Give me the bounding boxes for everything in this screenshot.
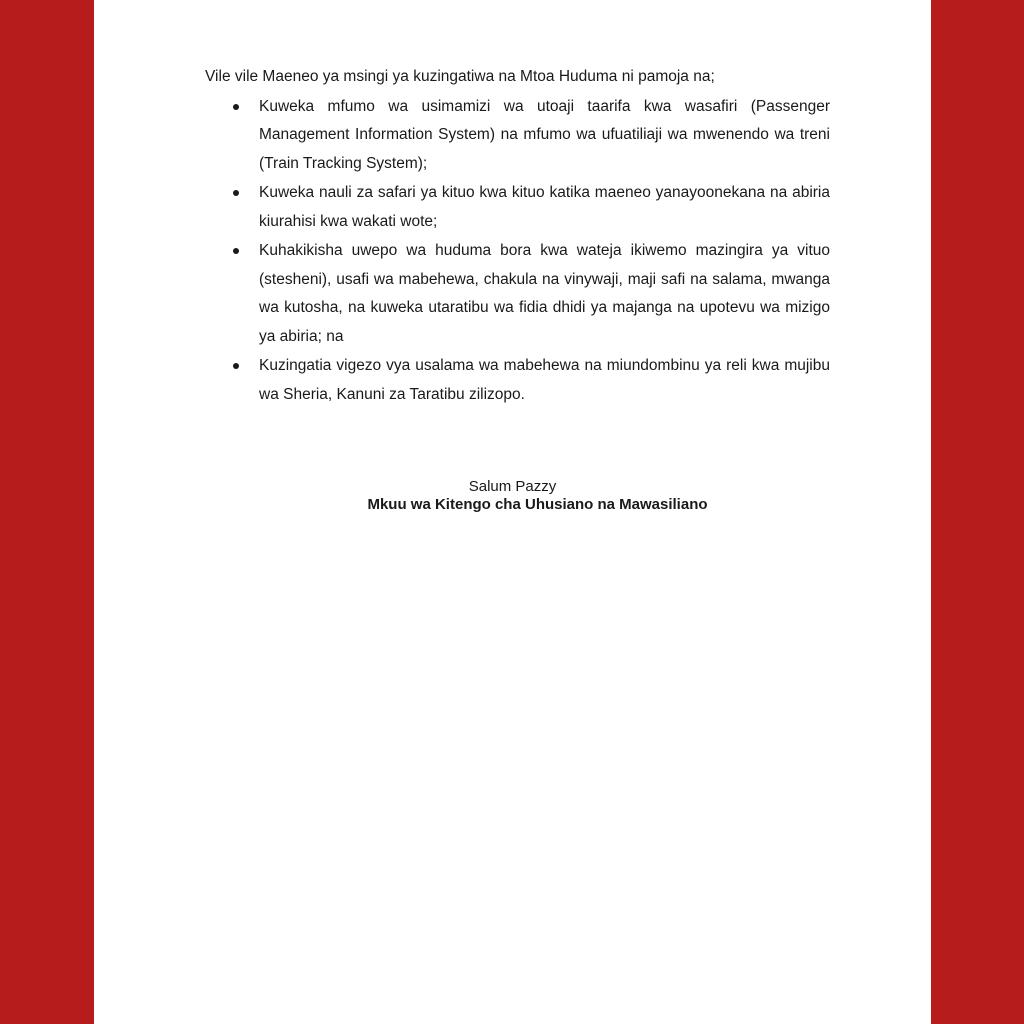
bullet-icon: [233, 190, 239, 196]
bullet-text: Kuhakikisha uwepo wa huduma bora kwa wateja ikiwemo mazingira ya vituo (stesheni), usafi wa mabehewa, chakula na vinywaji, maji safi na salama, mwanga wa kutosha, na kuweka utaratibu wa fidia dhidi ya majanga na upotevu wa mizigo ya abiria; na: [259, 242, 830, 345]
document-body: [205, 63, 830, 410]
signature-block: [94, 478, 931, 514]
bullet-text: Kuzingatia vigezo vya usalama wa mabehewa na miundombinu ya reli kwa mujibu wa Sheria, Kanuni za Taratibu zilizopo.: [259, 357, 830, 403]
document-page: [94, 0, 931, 1024]
signatory-name: Salum Pazzy: [468, 478, 557, 495]
bullet-list: [205, 93, 830, 410]
bullet-item: [205, 237, 830, 351]
bullet-item: [205, 179, 830, 236]
bullet-icon: [233, 363, 239, 369]
bullet-item: [205, 93, 830, 179]
signatory-title: Mkuu wa Kitengo cha Uhusiano na Mawasiliano: [367, 496, 708, 513]
bullet-text: Kuweka nauli za safari ya kituo kwa kituo katika maeneo yanayoonekana na abiria kiurahisi kwa wakati wote;: [259, 184, 830, 230]
intro-paragraph: Vile vile Maeneo ya msingi ya kuzingatiwa na Mtoa Huduma ni pamoja na;: [205, 68, 715, 85]
bullet-item: [205, 352, 830, 409]
bullet-text: Kuweka mfumo wa usimamizi wa utoaji taarifa kwa wasafiri (Passenger Management Information System) na mfumo wa ufuatiliaji wa mwenendo wa treni (Train Tracking System);: [259, 97, 830, 172]
bullet-icon: [233, 248, 239, 254]
bullet-icon: [233, 104, 239, 110]
